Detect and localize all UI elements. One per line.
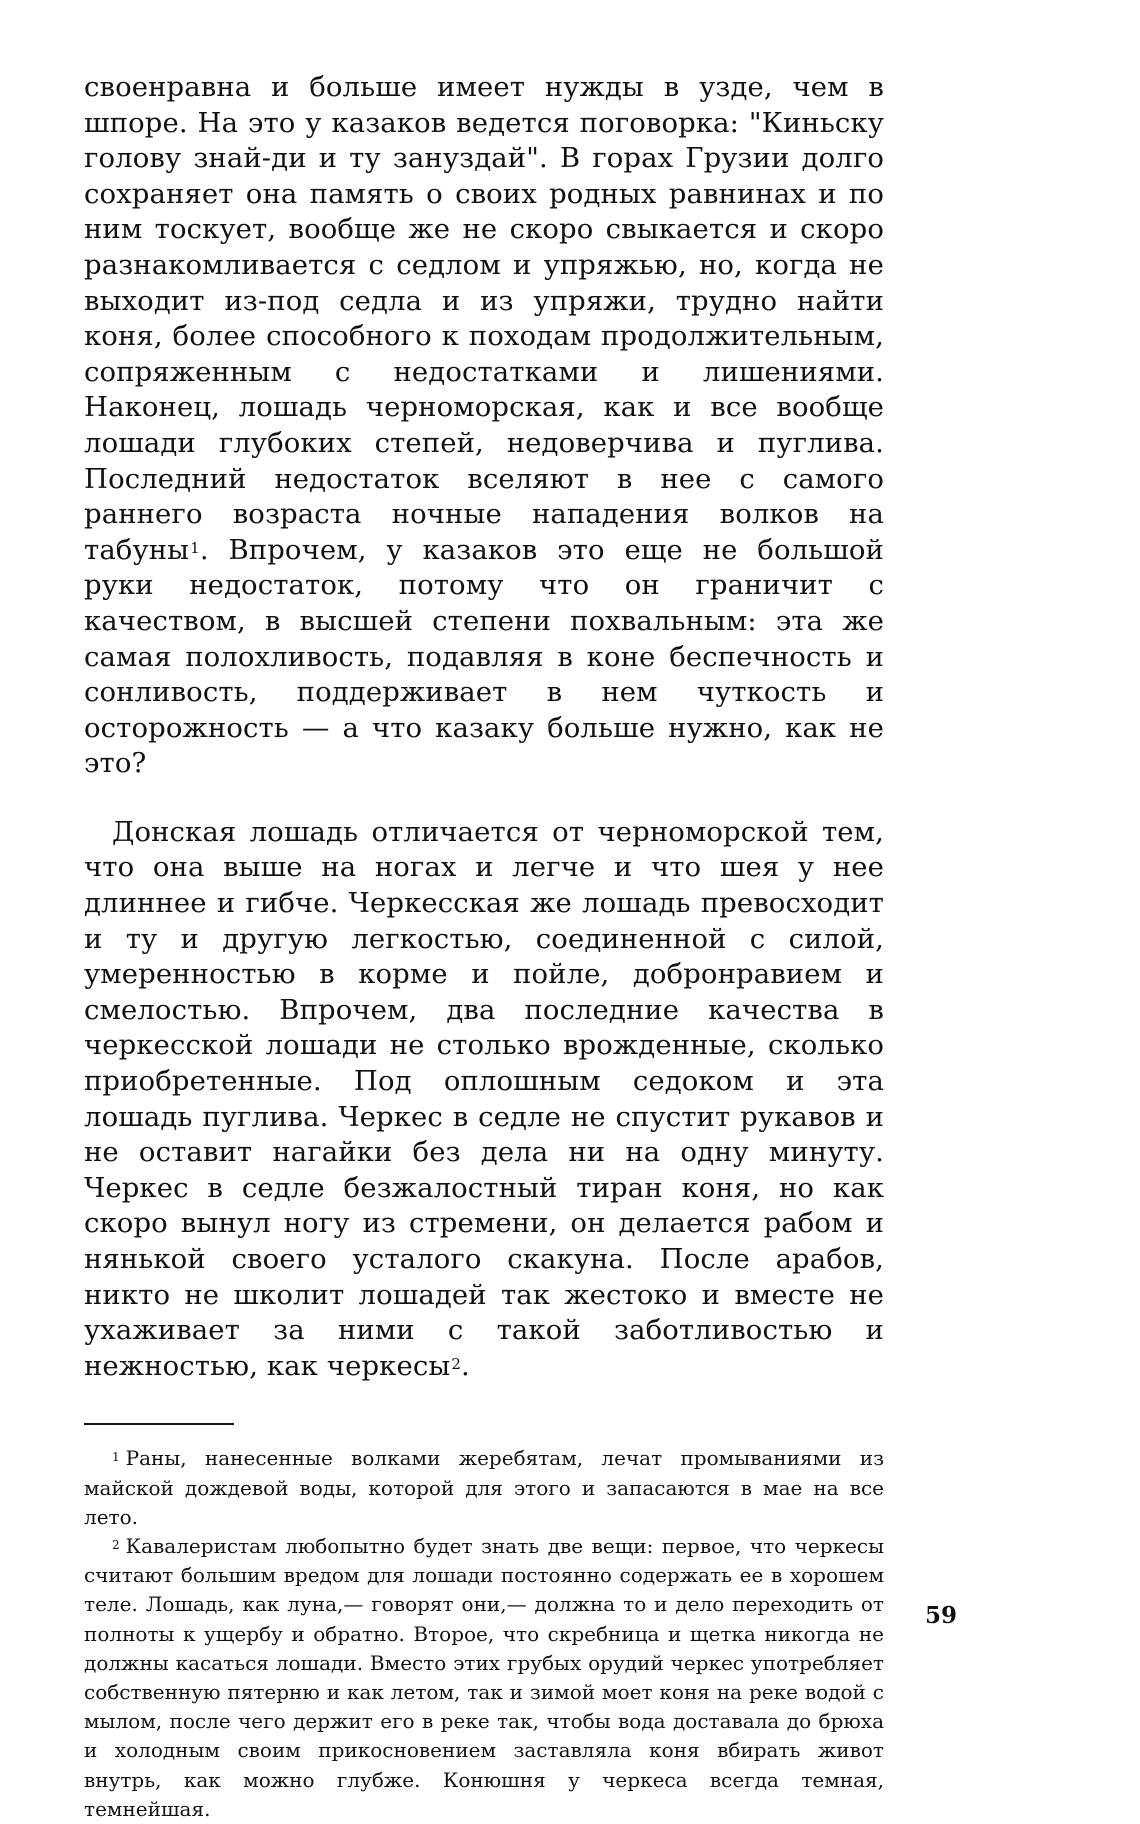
footnote-2-text: Кавалеристам любопытно будет знать две вещи: первое, что черкесы считают большим вредом для лошади постоянно содержать ее в хорошем теле. Лошадь, как луна,— говорят они,— должна то и дело переходить от полноты к ущербу и обратно. Второе, что скребница и щетка никогда не должны касаться лошади. Вместо этих грубых орудий черкес употребляет собственную пятерню и как летом, так и зимой моет коня на реке водой с мылом, после чего держит его в реке так, чтобы вода доставала до брюха и холодным своим прикосновением заставляла коня вбирать живот внутрь, как можно глубже. Конюшня у черкеса всегда темная, темнейшая. (84, 1533, 884, 1821)
footnote-1-text: Раны, нанесенные волками жеребятам, лечат промываниями из майской дождевой воды, которой для этого и запасаются в мае на все лето. (84, 1446, 884, 1529)
footnote-2-mark: 2 (112, 1537, 120, 1552)
paragraph-1 (84, 70, 884, 782)
paragraph-1-text-b: . Впрочем, у казаков это еще не большой руки недостаток, потому что он граничит с качеством, в высшей степени похвальным: эта же самая полохливость, подавляя в коне беспечность и сонливость, поддерживает в нем чуткость и осторожность — а что казаку больше нужно, как не это? (84, 533, 884, 780)
footnote-1 (84, 1444, 884, 1532)
footnote-1-mark: 1 (112, 1450, 120, 1465)
page-number: 59 (924, 1602, 957, 1629)
footnote-separator (84, 1423, 234, 1425)
paragraph-1-text-a: своенравна и больше имеет нужды в узде, чем в шпоре. На это у казаков ведется поговорка: "Киньску голову знай-ди и ту зануздай". В горах Грузии долго сохраняет она память о своих родных равнинах и по ним тоскует, вообще же не скоро свыкается и скоро разнакомливается с седлом и упряжью, но, когда не выходит из-под седла и из упряжи, трудно найти коня, более способного к походам продолжительным, сопряженным с недостатками и лишениями. Наконец, лошадь черноморская, как и все вообще лошади глубоких степей, недоверчива и пуглива. Последний недостаток вселяют в нее с самого раннего возраста ночные нападения волков на табуны (84, 71, 884, 566)
footnote-2 (84, 1532, 884, 1824)
paragraph-2 (84, 815, 884, 1385)
footnote-ref-1[interactable]: 1 (190, 538, 200, 557)
page-body (84, 70, 884, 1821)
paragraph-2-text-b: . (460, 1349, 470, 1382)
paragraph-2-text-a: Донская лошадь отличается от черноморской тем, что она выше на ногах и легче и что шея у нее длиннее и гибче. Черкесская же лошадь превосходит и ту и другую легкостью, соединенной с силой, умеренностью в корме и пойле, добронравием и смелостью. Впрочем, два последние качества в черкесской лошади не столько врожденные, сколько приобретенные. Под оплошным седоком и эта лошадь пуглива. Черкес в седле не спустит рукавов и не оставит нагайки без дела ни на одну минуту. Черкес в седле безжалостный тиран коня, но как скоро вынул ногу из стремени, он делается рабом и нянькой своего усталого скакуна. После арабов, никто не школит лошадей так жестоко и вместе не ухаживает за ними с такой заботливостью и нежностью, как черкесы (84, 815, 884, 1382)
footnote-ref-2[interactable]: 2 (451, 1354, 461, 1373)
